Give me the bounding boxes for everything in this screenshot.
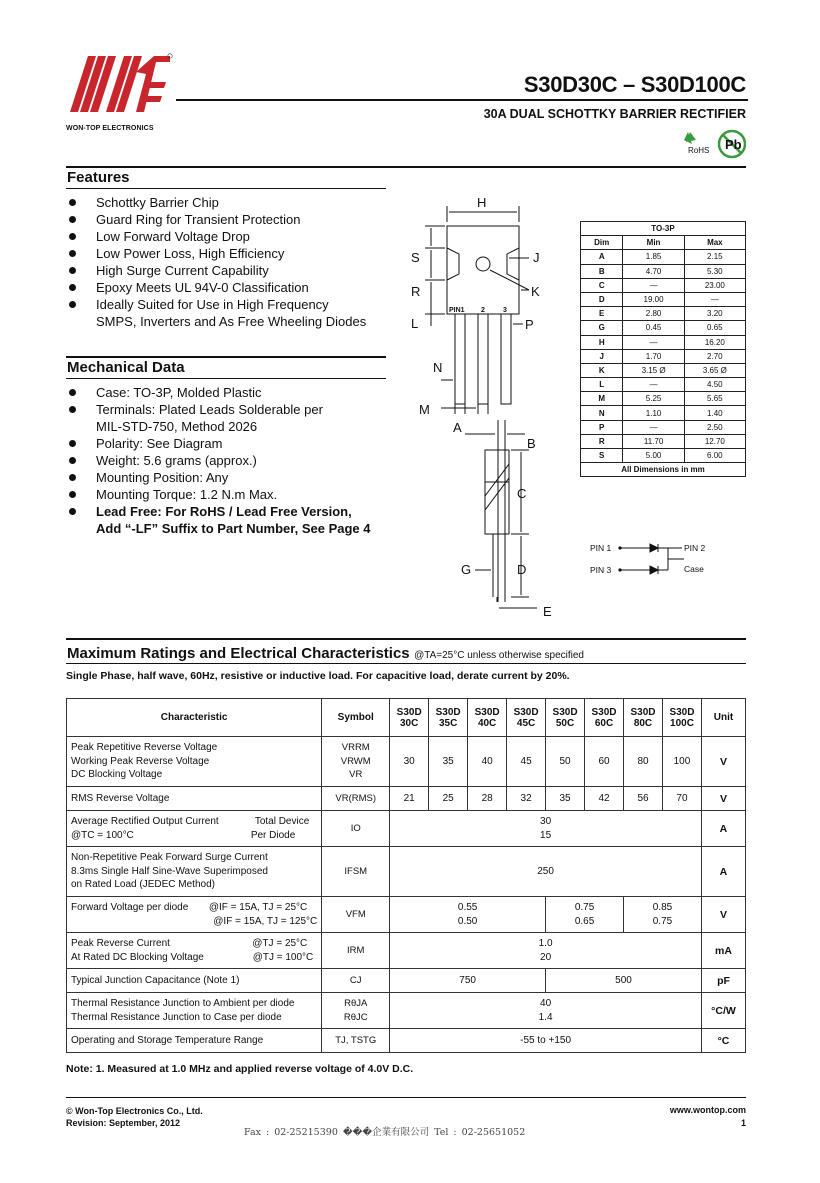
row-forward-voltage (67, 897, 746, 933)
cell-characteristic: Non-Repetitive Peak Forward Surge Current 8.3ms Single Half Sine-Wave Superimposed on Rated Load (JEDEC Method) (67, 847, 322, 897)
dimension-max: 3.20 (684, 307, 745, 321)
dimension-row (581, 264, 746, 278)
cell-unit: °C (701, 1029, 745, 1053)
feature-item: Low Forward Voltage Drop (66, 228, 366, 245)
dim-label-r: R (411, 284, 421, 299)
page-number: 1 (740, 1118, 746, 1128)
footer-left (66, 1105, 203, 1129)
dimension-row (581, 292, 746, 306)
dimension-name: M (581, 392, 623, 406)
dimension-max: 5.65 (684, 392, 745, 406)
footer-rule (66, 1097, 746, 1098)
feature-item: High Surge Current Capability (66, 262, 366, 279)
row-rms-voltage (67, 787, 746, 811)
row-reverse-current (67, 933, 746, 969)
dimension-min: — (623, 420, 684, 434)
cell-characteristic: Typical Junction Capacitance (Note 1) (67, 969, 322, 993)
cell-symbol: IFSM (322, 847, 390, 897)
cell-characteristic: Forward Voltage per diode @IF = 15A, TJ = 25°C @IF = 15A, TJ = 125°C (67, 897, 322, 933)
dimension-min: 5.00 (623, 449, 684, 463)
header-characteristic: Characteristic (67, 699, 322, 737)
cell-value: 70 (662, 787, 701, 811)
cell-unit: mA (701, 933, 745, 969)
pin-label-3: 3 (503, 307, 507, 314)
header-part: S30D 30C (390, 699, 429, 737)
part-subtitle: 30A DUAL SCHOTTKY BARRIER RECTIFIER (483, 107, 746, 121)
cell-value: 35 (429, 737, 468, 787)
dimension-min: 19.00 (623, 292, 684, 306)
dim-label-m: M (419, 402, 430, 417)
cell-symbol: VR(RMS) (322, 787, 390, 811)
feature-item: Guard Ring for Transient Protection (66, 211, 366, 228)
ratings-table (66, 698, 746, 1053)
cell-value: 250 (390, 847, 702, 897)
mechanical-title: Mechanical Data (67, 359, 185, 376)
header-part: S30D 80C (624, 699, 663, 737)
header-symbol: Symbol (322, 699, 390, 737)
dimension-header: Dim (581, 236, 623, 250)
dimension-header: Max (684, 236, 745, 250)
cell-characteristic: Peak Repetitive Reverse Voltage Working Peak Reverse Voltage DC Blocking Voltage (67, 737, 322, 787)
mechanical-item: Mounting Torque: 1.2 N.m Max. (66, 486, 371, 503)
cell-symbol: IO (322, 811, 390, 847)
pb-label: Pb (725, 137, 742, 152)
cell-value: 0.85 0.75 (624, 897, 702, 933)
header-rule (176, 99, 748, 101)
ratings-note: Single Phase, half wave, 60Hz, resistive or inductive load. For capacitive load, derate current by 20%. (66, 670, 570, 682)
mechanical-item: Case: TO-3P, Molded Plastic (66, 384, 371, 401)
cell-value: 40 1.4 (390, 993, 702, 1029)
dimension-max: 6.00 (684, 449, 745, 463)
dimension-max: — (684, 292, 745, 306)
cell-value: 32 (507, 787, 546, 811)
dimension-row (581, 363, 746, 377)
header-part: S30D 50C (546, 699, 585, 737)
dimension-row (581, 278, 746, 292)
revision-text: Revision: September, 2012 (66, 1118, 181, 1128)
ratings-underline (66, 663, 746, 664)
cell-value: 1.0 20 (390, 933, 702, 969)
dimension-row (581, 434, 746, 448)
dimension-min: 5.25 (623, 392, 684, 406)
row-thermal-resistance (67, 993, 746, 1029)
features-underline (66, 188, 386, 189)
dimension-min: 2.80 (623, 307, 684, 321)
ratings-rule (66, 638, 746, 640)
cell-value: 42 (585, 787, 624, 811)
cell-value: 28 (468, 787, 507, 811)
features-rule (66, 166, 746, 168)
cell-unit: pF (701, 969, 745, 993)
pin3-label: PIN 3 (590, 565, 612, 575)
dim-label-e: E (543, 604, 552, 619)
dimension-row (581, 321, 746, 335)
cell-value: 35 (546, 787, 585, 811)
row-output-current (67, 811, 746, 847)
feature-item: Ideally Suited for Use in High Frequency SMPS, Inverters and As Free Wheeling Diodes (66, 296, 366, 330)
rohs-label: RoHS (688, 146, 710, 155)
cell-characteristic: RMS Reverse Voltage (67, 787, 322, 811)
dimension-min: 0.45 (623, 321, 684, 335)
rohs-pb-free-icon (676, 128, 746, 160)
row-reverse-voltage (67, 737, 746, 787)
feature-item: Schottky Barrier Chip (66, 194, 366, 211)
cell-unit: A (701, 847, 745, 897)
row-surge-current (67, 847, 746, 897)
dimension-max: 0.65 (684, 321, 745, 335)
header-part: S30D 100C (662, 699, 701, 737)
dim-label-d: D (517, 562, 527, 577)
dim-label-j: J (533, 250, 540, 265)
dimension-name: D (581, 292, 623, 306)
dim-label-c: C (517, 486, 527, 501)
mechanical-list (66, 384, 371, 537)
package-outline-drawing (405, 192, 575, 622)
dimension-row (581, 449, 746, 463)
cell-characteristic: Operating and Storage Temperature Range (67, 1029, 322, 1053)
dimension-min: 3.15 Ø (623, 363, 684, 377)
dim-label-n: N (433, 360, 443, 375)
part-title: S30D30C – S30D100C (523, 72, 746, 97)
dim-label-p: P (525, 317, 534, 332)
dimension-name: R (581, 434, 623, 448)
pin-diagram (588, 538, 718, 582)
header-part: S30D 35C (429, 699, 468, 737)
cell-symbol: RθJA RθJC (322, 993, 390, 1029)
copyright-text: © Won-Top Electronics Co., Ltd. (66, 1106, 203, 1116)
mechanical-item: Polarity: See Diagram (66, 435, 371, 452)
cell-unit: V (701, 737, 745, 787)
header-part: S30D 60C (585, 699, 624, 737)
dimension-header: Min (623, 236, 684, 250)
footnote: Note: 1. Measured at 1.0 MHz and applied reverse voltage of 4.0V D.C. (66, 1063, 414, 1075)
cell-value: 750 (390, 969, 546, 993)
pin2-label: PIN 2 (684, 543, 706, 553)
dimension-min: — (623, 335, 684, 349)
cell-value: 0.75 0.65 (546, 897, 624, 933)
ratings-condition: @TA=25°C unless otherwise specified (414, 650, 584, 661)
dim-label-b: B (527, 436, 536, 451)
header-unit: Unit (701, 699, 745, 737)
dimension-name: B (581, 264, 623, 278)
row-temperature-range (67, 1029, 746, 1053)
mechanical-underline (66, 378, 386, 379)
cell-unit: V (701, 787, 745, 811)
dimension-min: — (623, 278, 684, 292)
cell-symbol: CJ (322, 969, 390, 993)
case-label: Case (684, 564, 704, 574)
cell-value: 60 (585, 737, 624, 787)
company-logo (66, 52, 174, 124)
dimension-min: 4.70 (623, 264, 684, 278)
cell-value: 100 (662, 737, 701, 787)
dimension-max: 2.70 (684, 349, 745, 363)
dimension-name: K (581, 363, 623, 377)
dimension-max: 12.70 (684, 434, 745, 448)
header-part: S30D 40C (468, 699, 507, 737)
ratings-title: Maximum Ratings and Electrical Characteristics (67, 645, 410, 662)
cell-value: 30 (390, 737, 429, 787)
dimension-min: 1.70 (623, 349, 684, 363)
header-part: S30D 45C (507, 699, 546, 737)
dimension-row (581, 420, 746, 434)
ratings-heading (67, 645, 584, 663)
feature-item: Epoxy Meets UL 94V-0 Classification (66, 279, 366, 296)
dimension-max: 2.50 (684, 420, 745, 434)
dimension-row (581, 349, 746, 363)
dimension-rows (581, 250, 746, 463)
dimension-min: 1.10 (623, 406, 684, 420)
dimension-max: 1.40 (684, 406, 745, 420)
dimension-max: 3.65 Ø (684, 363, 745, 377)
dimension-table-package: TO-3P (581, 222, 746, 236)
dimension-name: G (581, 321, 623, 335)
ratings-header-row (67, 699, 746, 737)
dim-label-k: K (531, 284, 540, 299)
dim-label-l: L (411, 316, 419, 331)
dimension-max: 4.50 (684, 378, 745, 392)
feature-item: Low Power Loss, High Efficiency (66, 245, 366, 262)
dimension-name: J (581, 349, 623, 363)
dimension-max: 16.20 (684, 335, 745, 349)
cell-value: 30 15 (390, 811, 702, 847)
features-title: Features (67, 169, 130, 186)
dimension-min: — (623, 378, 684, 392)
dimension-name: A (581, 250, 623, 264)
pin-label-2: 2 (481, 307, 485, 314)
features-list (66, 194, 366, 330)
cell-value: 50 (546, 737, 585, 787)
cell-value: 25 (429, 787, 468, 811)
cell-value: 45 (507, 737, 546, 787)
pin-label-1: PIN1 (449, 307, 465, 314)
mechanical-item: Weight: 5.6 grams (approx.) (66, 452, 371, 469)
cell-unit: A (701, 811, 745, 847)
dimension-row (581, 406, 746, 420)
dimension-row (581, 307, 746, 321)
dimension-name: N (581, 406, 623, 420)
dimension-table-footer: All Dimensions in mm (581, 463, 746, 477)
cell-characteristic: Peak Reverse Current @TJ = 25°C At Rated DC Blocking Voltage @TJ = 100°C (67, 933, 322, 969)
dim-label-a: A (453, 420, 462, 435)
dimension-max: 23.00 (684, 278, 745, 292)
cell-value: 500 (546, 969, 702, 993)
dimension-min: 1.85 (623, 250, 684, 264)
dimension-name: P (581, 420, 623, 434)
cell-value: 56 (624, 787, 663, 811)
cell-symbol: TJ, TSTG (322, 1029, 390, 1053)
cell-characteristic: Thermal Resistance Junction to Ambient per diode Thermal Resistance Junction to Case per diode (67, 993, 322, 1029)
mechanical-rule (66, 356, 386, 358)
cell-symbol: IRM (322, 933, 390, 969)
dimension-row (581, 335, 746, 349)
cell-unit: °C/W (701, 993, 745, 1029)
dimension-row (581, 378, 746, 392)
mechanical-item: Terminals: Plated Leads Solderable per MIL-STD-750, Method 2026 (66, 401, 371, 435)
cell-value: 40 (468, 737, 507, 787)
cell-value: 0.55 0.50 (390, 897, 546, 933)
dim-label-g: G (461, 562, 472, 577)
company-name: WON-TOP ELECTRONICS (66, 125, 154, 132)
dimension-row (581, 392, 746, 406)
dimension-name: H (581, 335, 623, 349)
cell-characteristic: Average Rectified Output Current Total Device @TC = 100°C Per Diode (67, 811, 322, 847)
dimension-max: 5.30 (684, 264, 745, 278)
dimension-name: S (581, 449, 623, 463)
row-junction-capacitance (67, 969, 746, 993)
cell-symbol: VFM (322, 897, 390, 933)
dimension-row (581, 250, 746, 264)
dimension-max: 2.15 (684, 250, 745, 264)
dimension-name: C (581, 278, 623, 292)
website-link[interactable]: www.wontop.com (669, 1105, 746, 1115)
cell-value: 80 (624, 737, 663, 787)
dim-label-h: H (477, 195, 487, 210)
dimension-name: L (581, 378, 623, 392)
cell-unit: V (701, 897, 745, 933)
dimension-table (580, 221, 746, 477)
dimension-name: E (581, 307, 623, 321)
fax-tel-line: Fax : 02-25215390 ���企業有限公司 Tel : 02-25651052 (244, 1127, 526, 1138)
cell-value: 21 (390, 787, 429, 811)
cell-symbol: VRRM VRWM VR (322, 737, 390, 787)
dim-label-s: S (411, 250, 420, 265)
pin1-label: PIN 1 (590, 543, 612, 553)
cell-value: -55 to +150 (390, 1029, 702, 1053)
mechanical-item: Mounting Position: Any (66, 469, 371, 486)
mechanical-item: Lead Free: For RoHS / Lead Free Version, Add “-LF” Suffix to Part Number, See Page 4 (66, 503, 371, 537)
dimension-min: 11.70 (623, 434, 684, 448)
